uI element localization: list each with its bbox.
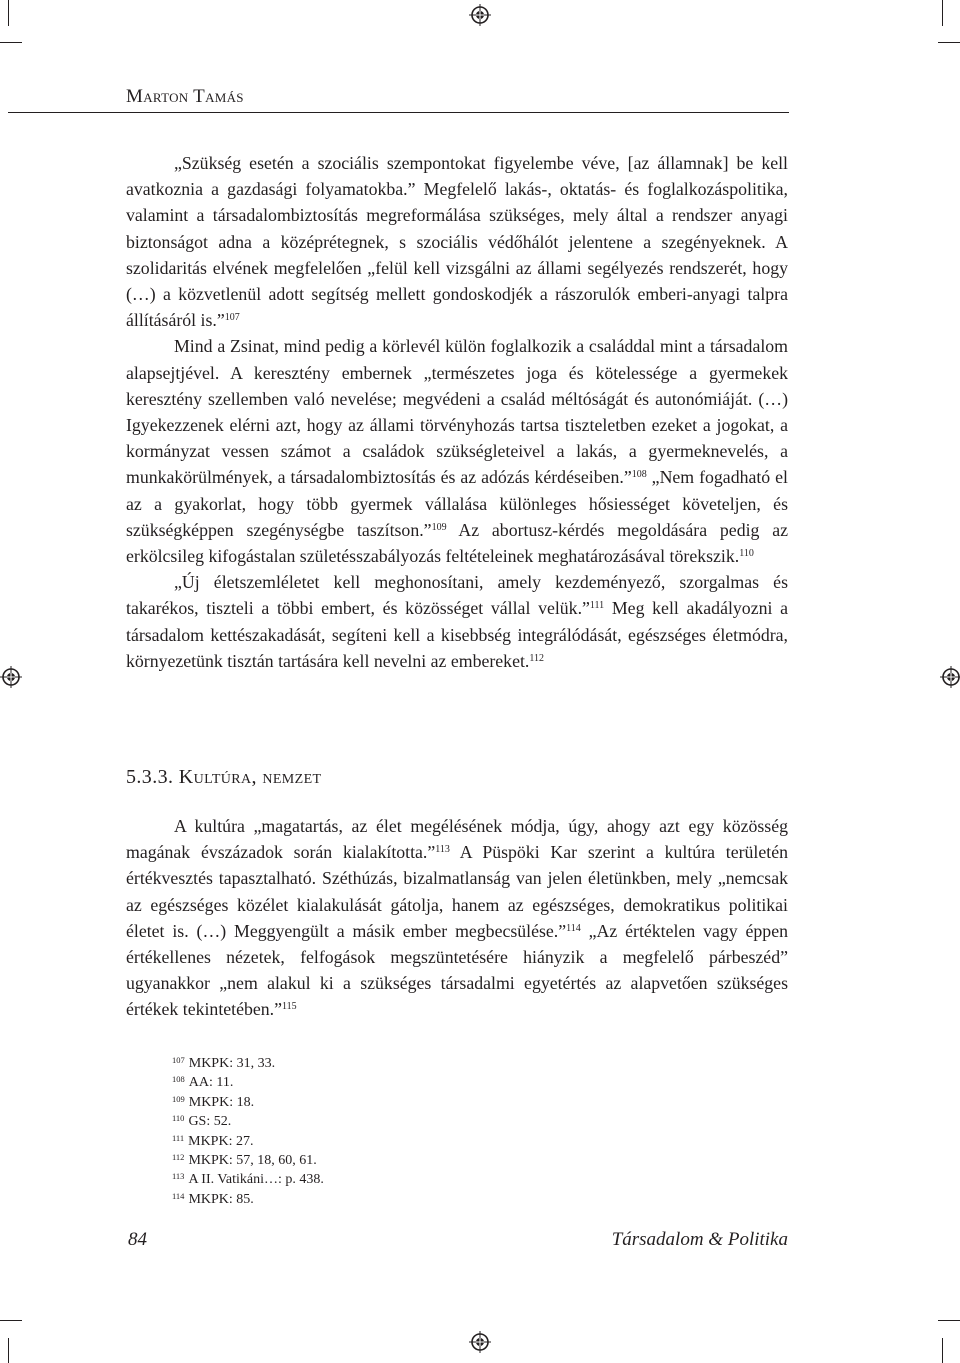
footnote-ref: 114	[566, 922, 581, 934]
footnote-ref: 112	[529, 652, 544, 664]
footnote-ref: 110	[739, 548, 754, 560]
footnote-ref: 111	[589, 600, 605, 612]
page-number: 84	[128, 1229, 147, 1250]
footnote: $^{113}$ A II. Vatikáni…: p. 438.	[172, 1171, 324, 1188]
crop-mark	[942, 0, 943, 26]
crop-mark	[938, 42, 960, 43]
footnote: $^{107}$ MKPK: 31, 33.	[172, 1055, 276, 1071]
footnote-ref: 107	[224, 312, 240, 324]
footnote: $^{109}$ MKPK: 18.	[172, 1093, 255, 1110]
footnote-ref: 115	[282, 1001, 297, 1013]
footnote: $^{114}$ MKPK: 85.	[172, 1190, 254, 1207]
registration-mark-right-icon	[940, 666, 960, 688]
registration-mark-left-icon	[0, 666, 22, 688]
footnote: $^{111}$ MKPK: 27.	[172, 1132, 254, 1149]
crop-mark	[8, 1338, 9, 1363]
paragraph: A kultúra „magatartás, az élet megélésének módja, úgy, ahogy azt egy közösség magának évszázadok során kialakította.”$^{113}$ A Püspöki Kar szerint a kultúra területén értékvesztés tapasztalható. Széthúzás, bizalmatlanság van jelen életünkben, mely „nemcsak az egészséges közélet kialakulását gátolja, hanem az egészséges, demokratikus politikai életet is. (…) Meggyengült a másik ember megbecsülése.”$^{114}$ „Az értéktelen vagy éppen értékellenes nézetek, felfogások megszüntetésére hiányzik a megfelelő párbeszéd” ugyanakkor „nem alakul ki a szükséges társadalmi egyetértés az alapvetően szükséges értékek tekintetében.”$^{115}$	[126, 816, 788, 1020]
body-text-section-2	[126, 813, 788, 1023]
header-rule	[8, 112, 789, 113]
footnote: $^{112}$ MKPK: 57, 18, 60, 61.	[172, 1152, 317, 1169]
footnotes	[172, 1054, 324, 1209]
paragraph: „Új életszemléletet kell meghonosítani, amely kezdeményező, szorgalmas és takarékos, tiszteli a többi embert, és közösséget vállal velük.”$^{111}$ Meg kell akadályozni a társadalom kettészakadását, segíteni kell a kisebbség integrálódását, egészséges életmódra, környezetünk tisztán tartására kell nevelni az embereket.$^{112}$	[126, 572, 788, 671]
crop-mark	[938, 1320, 960, 1321]
footnote: $^{108}$ AA: 11.	[172, 1074, 234, 1091]
footnote-ref: 108	[631, 469, 647, 481]
crop-mark	[0, 42, 22, 43]
paragraph: Mind a Zsinat, mind pedig a körlevél külön foglalkozik a családdal mint a társadalom alapsejtjével. A keresztény embernek „természetes joga és kötelessége a gyermekek keresztény szellemben való nevelése; megvédeni a család méltóságát és autonómiáját. (…) Igyekezzenek elérni azt, hogy az állami törvényhozás tartsa tiszteletben ezeket a jogokat, a kormányzat vessen számot a családok szükségleteivel a lakás, a gyermeknevelés, a munkakörülmények, a társadalombiztosítás és az adózás kérdéseiben.”$^{108}$ „Nem fogadható el az a gyakorlat, hogy több gyermek vállalása különleges hősiességet követeljen, és szükségképpen szegénységbe taszítson.”$^{109}$ Az abortusz-kérdés megoldására pedig az erkölcsileg kifogástalan születésszabályozás feltételeinek meghatározásával törekszik.$^{110}$	[126, 336, 788, 567]
crop-mark	[8, 0, 9, 26]
registration-mark-bottom-icon	[469, 1331, 491, 1353]
paragraph: „Szükség esetén a szociális szempontokat figyelembe véve, [az államnak] be kell avatkoznia a gazdasági folyamatokba.” Megfelelő lakás-, oktatás- és foglalkozáspolitika, valamint a társadalombiztosítás megreformálása szükséges, mely által a rendszer anyagi biztonságot adna a középrétegnek, s szociális védőhálót jelentene a szegényeknek. A szolidaritás elvének megfelelően „felül kell vizsgálni az állami segélyezés rendszerét, hogy (…) a közvetlenül adott segítség mellett gondoskodjék a rászorulók emberi-anyagi talpra állításáról is.”$^{107}$	[126, 153, 788, 331]
section-heading: 5.3.3. Kultúra, nemzet	[126, 766, 322, 788]
footnote: $^{110}$ GS: 52.	[172, 1113, 232, 1130]
journal-title: Társadalom & Politika	[611, 1229, 788, 1250]
footnote-ref: 113	[435, 844, 450, 856]
crop-mark	[942, 1338, 943, 1363]
running-header-author: Marton Tamás	[126, 86, 244, 107]
crop-mark	[0, 1320, 22, 1321]
registration-mark-top-icon	[469, 4, 491, 26]
footnote-ref: 109	[431, 521, 447, 533]
body-text-section-1	[126, 150, 788, 674]
